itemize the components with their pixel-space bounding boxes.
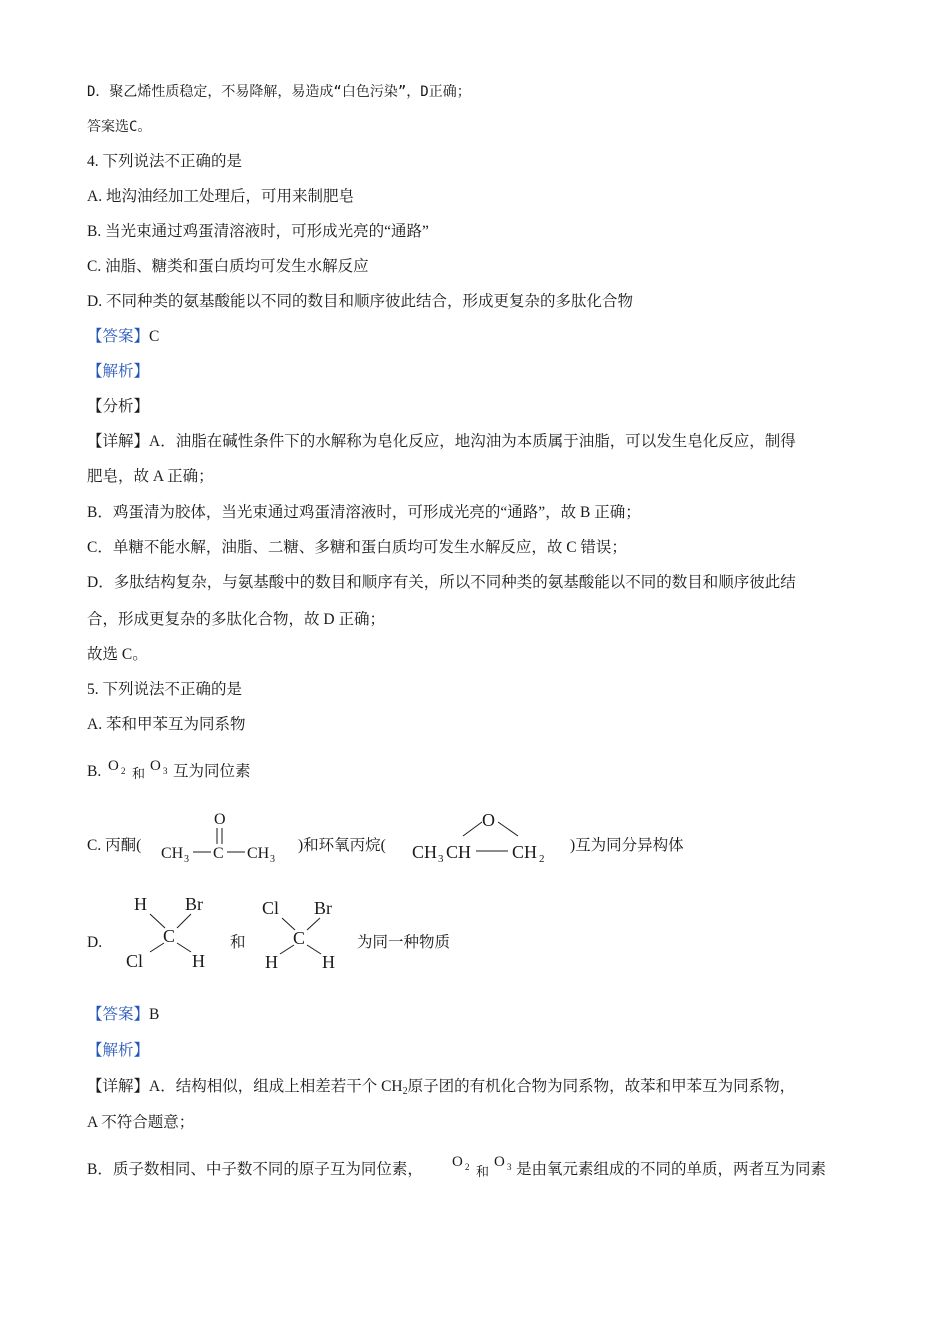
- acetone-right-sub: 3: [270, 854, 275, 865]
- q5-option-c-middle: )和环氧丙烷(: [298, 837, 386, 854]
- molecule-2-structure: [258, 888, 358, 972]
- detail-b-he: 和: [476, 1164, 490, 1179]
- epoxide-o: O: [482, 810, 495, 830]
- q5-option-d-suffix: 为同一种物质: [357, 934, 451, 951]
- mol2-top-right: Br: [314, 898, 332, 918]
- q5-option-c-prefix: C. 丙酮(: [87, 837, 142, 854]
- mol2-top-left: Cl: [262, 898, 280, 918]
- q5-analysis-tag: 【解析】: [87, 1042, 150, 1059]
- detail-o2-subscript: 2: [465, 1162, 470, 1172]
- q4-detail-d-line2: 合，形成更复杂的多肽化合物，故 D 正确；: [87, 611, 385, 628]
- epoxide-left-sub: 3: [438, 853, 444, 865]
- acetone-o: O: [214, 811, 226, 828]
- q4-conclusion: 故选 C。: [87, 646, 148, 663]
- q5-option-b-formula: [104, 748, 184, 784]
- epoxide-left-ch: CH: [412, 842, 438, 862]
- q4-option-c: C. 油脂、糖类和蛋白质均可发生水解反应: [87, 258, 369, 275]
- b-he: 和: [132, 766, 146, 781]
- q4-option-b: B. 当光束通过鸡蛋清溶液时，可形成光亮的“通路”: [87, 223, 429, 240]
- mol1-top-left: H: [134, 894, 147, 914]
- answer-tag: 【答案】: [87, 328, 150, 345]
- q5-option-b-suffix: 互为同位素: [173, 763, 251, 780]
- acetone-left-ch: CH: [161, 845, 184, 862]
- o3-symbol: O: [150, 758, 161, 774]
- q4-fenxi-tag: 【分析】: [87, 398, 150, 415]
- q5-option-d-prefix: D.: [87, 934, 103, 951]
- q4-detail-d-line1: D．多肽结构复杂，与氨基酸中的数目和顺序有关，所以不同种类的氨基酸能以不同的数目和顺序彼此结: [87, 574, 796, 591]
- answer-value: B: [149, 1006, 160, 1023]
- q5-detail-a-line2: A 不符合题意；: [87, 1114, 195, 1131]
- q5-detail-b-suffix: 是由氧元素组成的不同的单质，两者互为同素: [516, 1161, 827, 1178]
- prev-conclusion: 答案选C。: [87, 119, 152, 135]
- o3-subscript: 3: [163, 766, 168, 776]
- acetone-c: C: [213, 845, 224, 862]
- q5-answer: [87, 1005, 159, 1025]
- acetone-structure: [155, 806, 290, 868]
- detail-o2-symbol: O: [452, 1154, 463, 1170]
- mol1-bottom-left: Cl: [126, 951, 144, 971]
- detail-tag: 【详解】: [87, 433, 150, 450]
- epoxide-ch2-sub: 2: [539, 853, 545, 865]
- mol1-top-right: Br: [185, 894, 203, 914]
- detail-o3-symbol: O: [494, 1154, 505, 1170]
- answer-value: C: [149, 328, 160, 345]
- q5-option-d-he: 和: [230, 934, 246, 951]
- mol2-bottom-right: H: [322, 952, 335, 972]
- q5-detail-a-line1: 【详解】A．结构相似，组成上相差若干个 $CH_2$原子团的有机化合物为同系物，故苯和甲苯互为同系物，: [87, 1078, 796, 1097]
- q5-stem: 5. 下列说法不正确的是: [87, 681, 243, 698]
- q4-answer: [87, 327, 159, 347]
- epoxide-ch2: CH: [512, 842, 538, 862]
- q5-option-a: A. 苯和甲苯互为同系物: [87, 716, 246, 733]
- q4-detail-a-line2: 肥皂，故 A 正确；: [87, 468, 214, 485]
- propylene-oxide-structure: [408, 806, 568, 868]
- q4-option-d: D. 不同种类的氨基酸能以不同的数目和顺序彼此结合，形成更复杂的多肽化合物: [87, 293, 633, 310]
- o2-subscript: 2: [121, 766, 126, 776]
- mol2-center: C: [293, 928, 306, 948]
- molecule-1-structure: [118, 888, 218, 972]
- q5-detail-b-prefix: B．质子数相同、中子数不同的原子互为同位素，: [87, 1161, 423, 1178]
- q5-option-b-prefix: B.: [87, 763, 102, 780]
- acetone-left-sub: 3: [184, 854, 189, 865]
- q4-option-a: A. 地沟油经加工处理后，可用来制肥皂: [87, 188, 354, 205]
- q4-stem: 4. 下列说法不正确的是: [87, 153, 243, 170]
- acetone-right-ch: CH: [247, 845, 270, 862]
- q5-detail-b-formula: [448, 1146, 518, 1182]
- mol1-bottom-right: H: [192, 951, 205, 971]
- q5-option-c-suffix: )互为同分异构体: [570, 837, 684, 854]
- detail-tag: 【详解】: [87, 1078, 150, 1095]
- q4-detail-b: B．鸡蛋清为胶体，当光束通过鸡蛋清溶液时，可形成光亮的“通路”，故 B 正确；: [87, 504, 641, 521]
- o2-symbol: O: [108, 758, 119, 774]
- q4-analysis-tag: 【解析】: [87, 363, 150, 380]
- answer-tag: 【答案】: [87, 1006, 150, 1023]
- prev-option-d-analysis: D．聚乙烯性质稳定，不易降解，易造成“白色污染”，D正确；: [87, 84, 471, 100]
- epoxide-ch: CH: [446, 842, 472, 862]
- q4-detail-c: C．单糖不能水解，油脂、二糖、多糖和蛋白质均可发生水解反应，故 C 错误；: [87, 539, 627, 556]
- detail-o3-subscript: 3: [507, 1162, 512, 1172]
- mol1-center: C: [163, 926, 176, 946]
- q4-detail-a-line1: 【详解】A．油脂在碱性条件下的水解称为皂化反应，地沟油为本质属于油脂，可以发生皂化反应，制得: [87, 433, 796, 450]
- mol2-bottom-left: H: [265, 952, 278, 972]
